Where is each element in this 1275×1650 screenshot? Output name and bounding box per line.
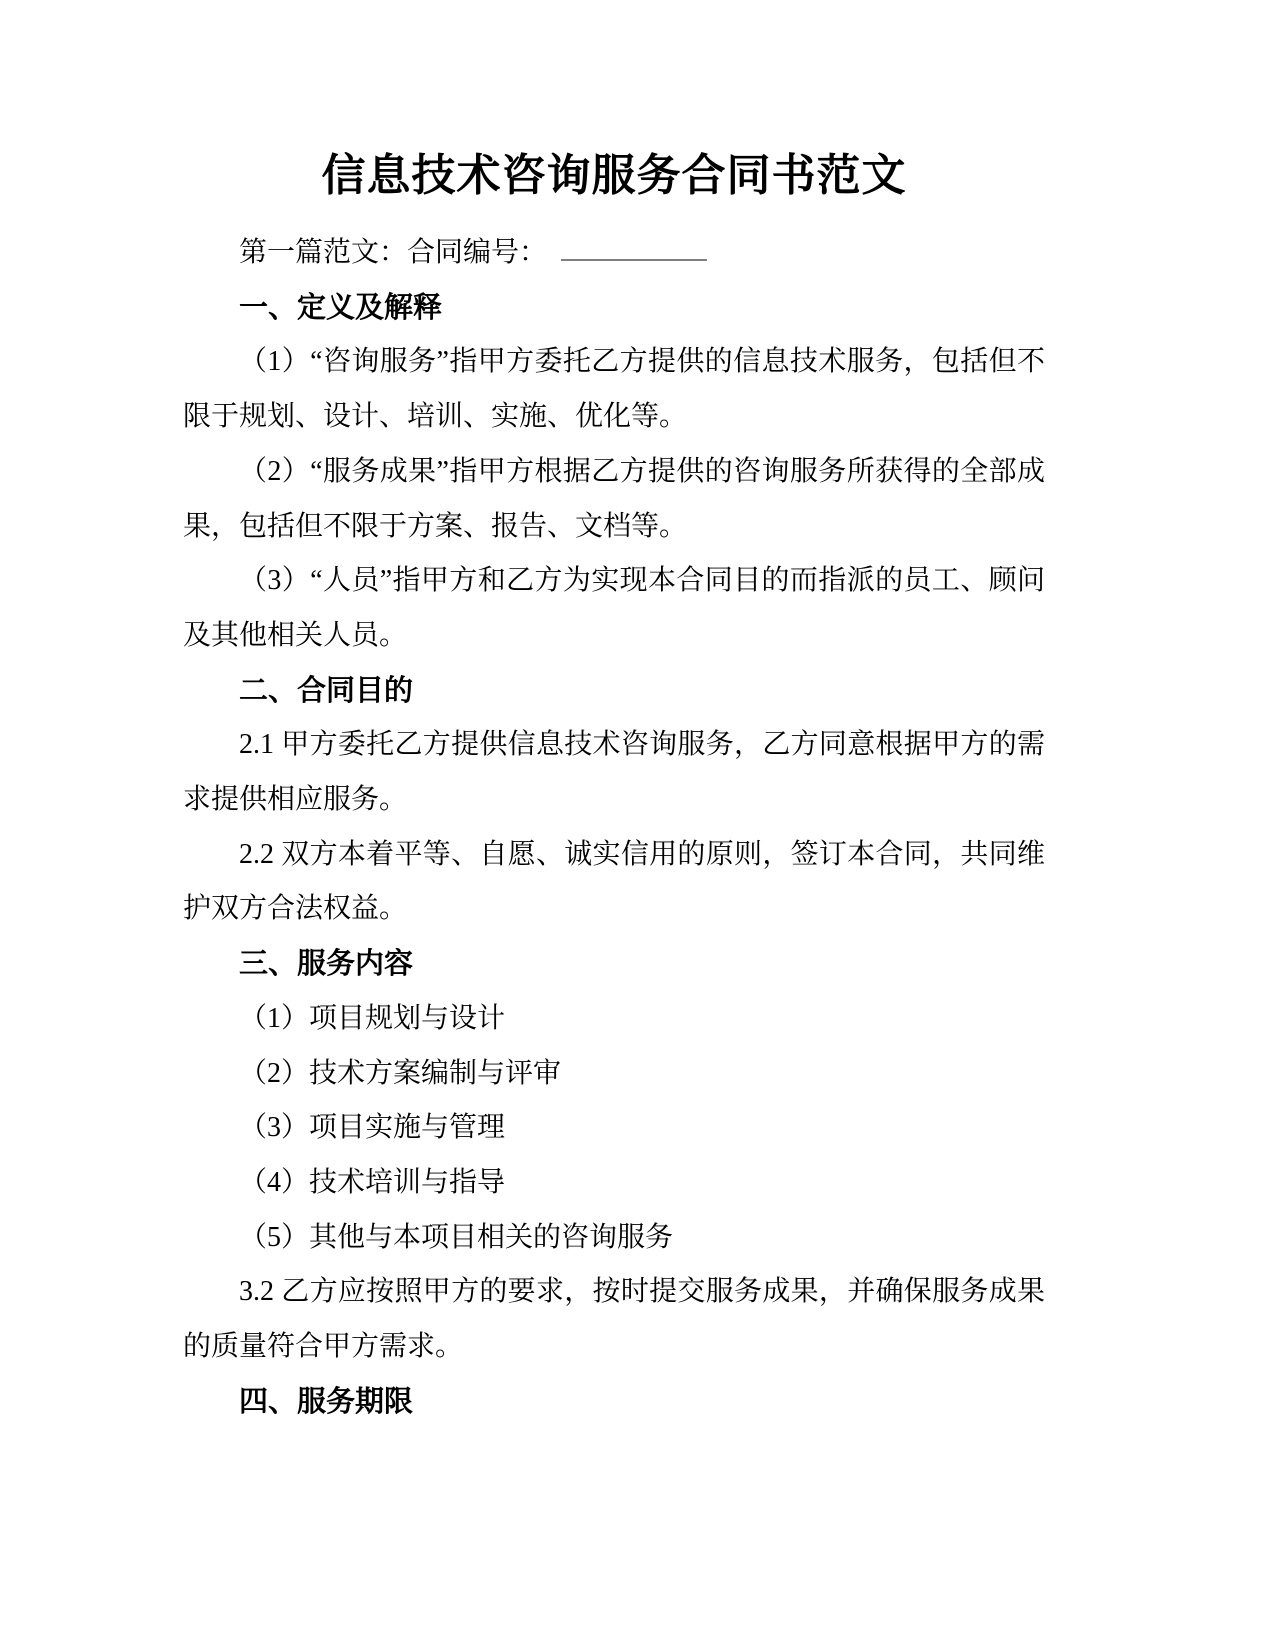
section-heading-purpose: 二、合同目的 bbox=[238, 674, 413, 707]
clause-2-1: 2.1 甲方委托乙方提供信息技术咨询服务，乙方同意根据甲方的需求提供相应服务。 bbox=[183, 729, 1045, 816]
clause-2-2: 2.2 双方本着平等、自愿、诚实信用的原则，签订本合同，共同维护双方合法权益。 bbox=[183, 838, 1045, 925]
section-heading-service-term: 四、服务期限 bbox=[238, 1385, 413, 1418]
section-heading-definitions: 一、定义及解释 bbox=[238, 291, 442, 324]
section-heading-service-content: 三、服务内容 bbox=[238, 948, 413, 981]
intro-line bbox=[183, 226, 1045, 281]
service-list-item-5: （5）其他与本项目相关的咨询服务 bbox=[239, 1221, 674, 1253]
contract-number-blank-field bbox=[561, 231, 707, 261]
service-list-item-1: （1）项目规划与设计 bbox=[239, 1002, 506, 1034]
definition-item-1: （1）“咨询服务”指甲方委托乙方提供的信息技术服务，包括但不限于规划、设计、培训、实施、优化等。 bbox=[183, 346, 1045, 433]
service-list-item-3: （3）项目实施与管理 bbox=[239, 1112, 506, 1144]
service-list-item-4: （4）技术培训与指导 bbox=[239, 1166, 506, 1198]
document-title: 信息技术咨询服务合同书范文 bbox=[321, 151, 907, 200]
definition-item-3: （3）“人员”指甲方和乙方为实现本合同目的而指派的员工、顾问及其他相关人员。 bbox=[183, 565, 1045, 651]
intro-text: 第一篇范文：合同编号： bbox=[239, 237, 548, 268]
definition-item-2: （2）“服务成果”指甲方根据乙方提供的咨询服务所获得的全部成果，包括但不限于方案、报告、文档等。 bbox=[183, 455, 1045, 542]
clause-3-2: 3.2 乙方应按照甲方的要求，按时提交服务成果，并确保服务成果的质量符合甲方需求。 bbox=[183, 1276, 1045, 1363]
service-list-item-2: （2）技术方案编制与评审 bbox=[239, 1057, 562, 1089]
